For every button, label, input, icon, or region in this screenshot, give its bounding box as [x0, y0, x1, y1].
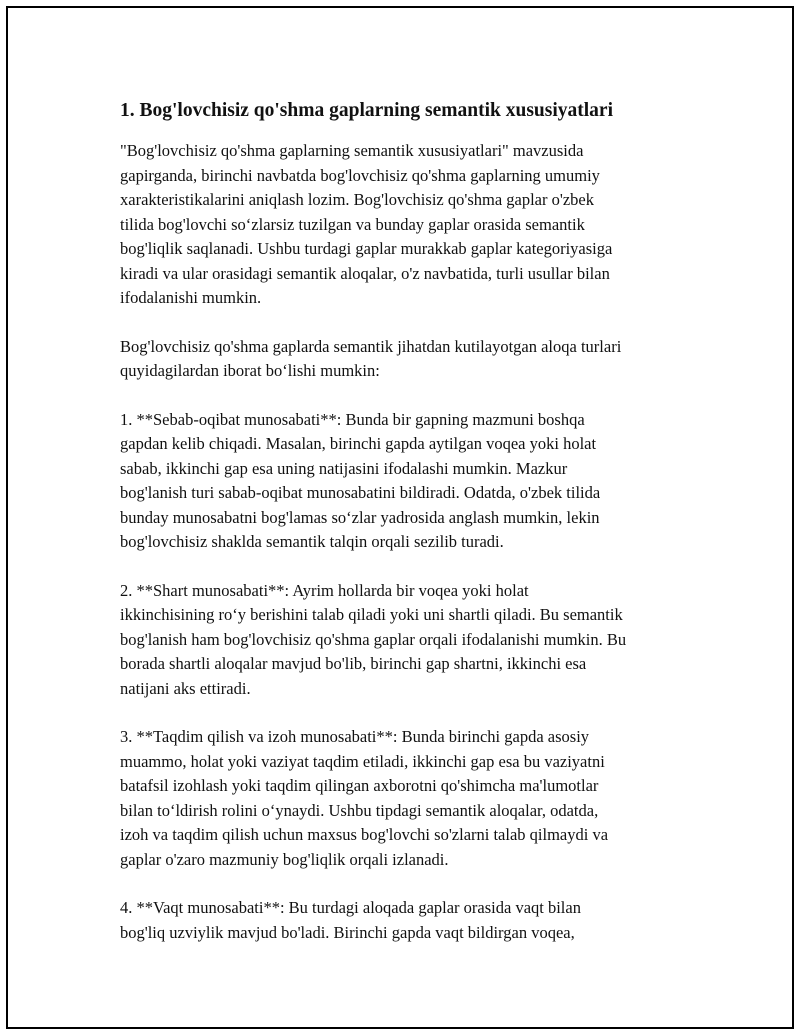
text-line: 4. **Vaqt munosabati**: Bu turdagi aloqada gaplar orasida vaqt bilan [120, 898, 581, 917]
text-line: izoh va taqdim qilish uchun maxsus bog'lovchi so'zlarni talab qilmaydi va [120, 825, 609, 844]
text-line: bog'lanish turi sabab-oqibat munosabatini bildiradi. Odatda, o'zbek tilida [120, 483, 601, 502]
text-line: bilan to‘ldirish rolini o‘ynaydi. Ushbu tipdagi semantik aloqalar, odatda, [120, 800, 599, 820]
paragraph-intro [120, 139, 700, 311]
text-line: ikkinchisining ro‘y berishini talab qiladi yoki uni shartli qiladi. Bu semantik [120, 605, 623, 624]
text-line: ifodalanishi mumkin. [120, 288, 262, 307]
paragraph-condition [120, 579, 700, 702]
paragraph-cause-effect [120, 408, 700, 555]
text-line: gaplar o'zaro mazmuniy bog'liqlik orqali izlanadi. [120, 849, 449, 869]
text-line: quyidagilardan iborat bo‘lishi mumkin: [120, 361, 380, 380]
text-line: 3. **Taqdim qilish va izoh munosabati**: Bunda birinchi gapda asosiy [120, 727, 590, 746]
text-line: bog'lovchisiz shaklda semantik talqin orqali sezilib turadi. [120, 532, 504, 551]
text-line: "Bog'lovchisiz qo'shma gaplarning semantik xususiyatlari" mavzusida [120, 141, 584, 160]
document-body [120, 96, 700, 969]
text-line: natijani aks ettiradi. [120, 678, 251, 698]
page-frame [6, 6, 794, 1029]
paragraph-time [120, 896, 700, 945]
text-line: 1. **Sebab-oqibat munosabati**: Bunda bir gapning mazmuni boshqa [120, 409, 585, 429]
section-heading: 1. Bog'lovchisiz qo'shma gaplarning semantik xususiyatlari [120, 100, 613, 121]
text-line: gapdan kelib chiqadi. Masalan, birinchi gapda aytilgan voqea yoki holat [120, 434, 597, 453]
text-line: bunday munosabatni bog'lamas so‘zlar yadrosida anglash mumkin, lekin [120, 507, 600, 527]
text-line: sabab, ikkinchi gap esa uning natijasini ifodalashi mumkin. Mazkur [120, 458, 568, 478]
text-line: kiradi va ular orasidagi semantik aloqalar, o'z navbatida, turli usullar bilan [120, 263, 610, 283]
text-line: muammo, holat yoki vaziyat taqdim etiladi, ikkinchi gap esa bu vaziyatni [120, 751, 605, 771]
text-line: borada shartli aloqalar mavjud bo'lib, birinchi gap shartni, ikkinchi esa [120, 654, 587, 673]
text-line: tilida bog'lovchi so‘zlarsiz tuzilgan va bunday gaplar orasida semantik [120, 214, 585, 234]
text-line: bog'lanish ham bog'lovchisiz qo'shma gaplar orqali ifodalanishi mumkin. Bu [120, 629, 627, 649]
text-line: 2. **Shart munosabati**: Ayrim hollarda bir voqea yoki holat [120, 580, 529, 600]
paragraph-presentation-explanation [120, 725, 700, 872]
text-line: xarakteristikalarini aniqlash lozim. Bog'lovchisiz qo'shma gaplar o'zbek [120, 190, 594, 209]
text-line: Bog'lovchisiz qo'shma gaplarda semantik jihatdan kutilayotgan aloqa turlari [120, 336, 622, 356]
text-line: bog'liqlik saqlanadi. Ushbu turdagi gaplar murakkab gaplar kategoriyasiga [120, 239, 613, 258]
paragraph-relation-types [120, 335, 700, 384]
text-line: bog'liq uzviylik mavjud bo'ladi. Birinchi gapda vaqt bildirgan voqea, [120, 922, 575, 942]
text-line: batafsil izohlash yoki taqdim qilingan axborotni qo'shimcha ma'lumotlar [120, 776, 599, 795]
text-line: gapirganda, birinchi navbatda bog'lovchisiz qo'shma gaplarning umumiy [120, 165, 600, 185]
